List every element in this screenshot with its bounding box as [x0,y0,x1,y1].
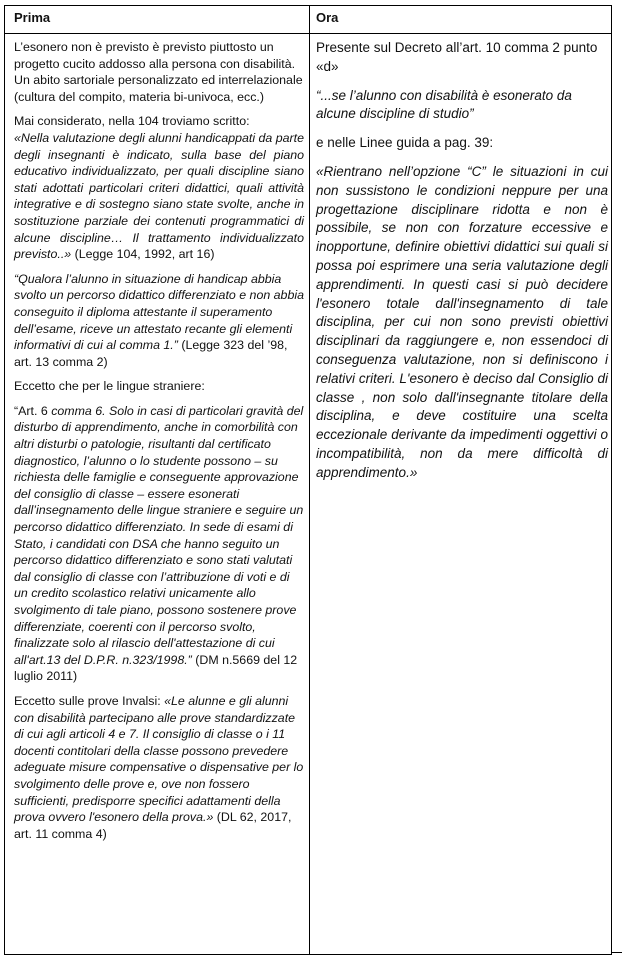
prima-paragraph-4: Eccetto che per le lingue straniere: [14,379,205,394]
prima-paragraph-3 [14,271,304,371]
column-ora [316,39,608,493]
prima-paragraph-1: L’esonero non è previsto è previsto piuttosto un progetto cucito addosso alla persona con disabilità. Un abito sartoriale personalizzato ed interrelazionale (cultura del compito, materia bi-univoca, ecc.) [14,40,303,104]
column-divider [309,6,310,954]
prima-p3-quote: “Qualora l’alunno in situazione di handicap abbia svolto un percorso didattico differenziato e non abbia conseguito il diploma attestante il superamento dell’esame, riceve un attestato recante gli elementi informativi di cui al comma 1.” [14,271,304,353]
prima-p2-ref: (Legge 104, 1992, art 16) [71,247,215,262]
prima-p5-quote: comma 6. Solo in casi di particolari gravità del disturbo di apprendimento, anche in comorbilità con altri disturbi o patologie, risultanti dal certificato diagnostico, l’alunno o lo studente possono – su richiesta delle famiglie e conseguente approvazione del consiglio di classe – essere esonerati dall’insegnamento delle lingue straniere e seguire un percorso didattico differenziato. In sede di esami di Stato, i candidati con DSA che hanno seguito un percorso didattico differenziato e sono stati valutati dal consiglio di classe con l’attribuzione di voti e di un credito scolastico relativi unicamente allo svolgimento di tale piano, possono sostenere prove differenziate, coerenti con il percorso svolto, finalizzate solo al rilascio dell'attestazione di cui all'art.13 del D.P.R. n.323/1998.” [14,403,304,667]
ora-paragraph-2: “...se l’alunno con disabilità è esonerato da alcune discipline di studio” [316,87,572,122]
prima-p6-quote: «Le alunne e gli alunni con disabilità partecipano alle prove standardizzate di cui agli articoli 4 e 7. Il consiglio di classe o i 11 docenti contitolari della classe possono prevedere adeguate misure compensative o dispensative per lo svolgimento delle prove e, ove non fossero sufficienti, predisporre specifici adattamenti della prova ovvero l'esonero della prova.» [14,693,304,825]
prima-paragraph-5 [14,403,304,685]
prima-p5-ref: (DM n.5669 del 12 luglio 2011) [14,652,298,684]
prima-p2-quote: «Nella valutazione degli alunni handicappati da parte degli insegnanti è indicato, sulla base del piano educativo individualizzato, per quali discipline siano stati adottati particolari criteri didattici, quali attività integrative e di sostegno siano state svolte, anche in sostituzione parziale dei contenuti programmatici di alcune discipline… Il trattamento individualizzato previsto..» [14,130,305,262]
prima-p6-ref: (DL 62, 2017, art. 11 comma 4) [14,810,292,841]
ora-paragraph-1: Presente sul Decreto all’art. 10 comma 2 punto «d» [316,40,598,74]
table-corner-mark [612,952,622,953]
prima-p5-open: “Art. 6 [14,403,52,418]
prima-paragraph-6 [14,693,304,842]
ora-paragraph-4: «Rientrano nell’opzione “C” le situazioni in cui non sussistono le condizioni neppure per una progettazione disciplinare ridotta e non è possibile, se non con forzature eccessive e inopportune, definire obiettivi didattici sui quali si possa poi esprimere una seria valutazione degli apprendimenti. In questi casi si può decidere l'esonero totale dall'insegnamento di tale disciplina, per cui non sono previsti obiettivi disciplinari da raggiungere e, non essendoci di conseguenza valutazione, non si definiscono i relativi criteri. L'esonero è deciso dal Consiglio di classe , non solo dall'insegnante titolare della disciplina, e deve costituire una scelta eccezionale derivante da impedimenti oggettivi o incompatibilità, non da mere difficoltà di apprendimento.» [316,163,608,480]
prima-paragraph-2 [14,113,304,262]
header-divider [5,33,611,34]
column-prima [14,39,304,850]
comparison-table [4,5,612,955]
ora-paragraph-3: e nelle Linee guida a pag. 39: [316,135,494,151]
prima-p3-ref: (Legge 323 del ’98, art. 13 comma 2) [14,338,288,369]
header-ora: Ora [316,10,339,25]
prima-p6-intro: Eccetto sulle prove Invalsi: [14,693,165,708]
prima-p2-intro: Mai considerato, nella 104 troviamo scritto: [14,114,250,129]
header-prima: Prima [14,10,51,25]
